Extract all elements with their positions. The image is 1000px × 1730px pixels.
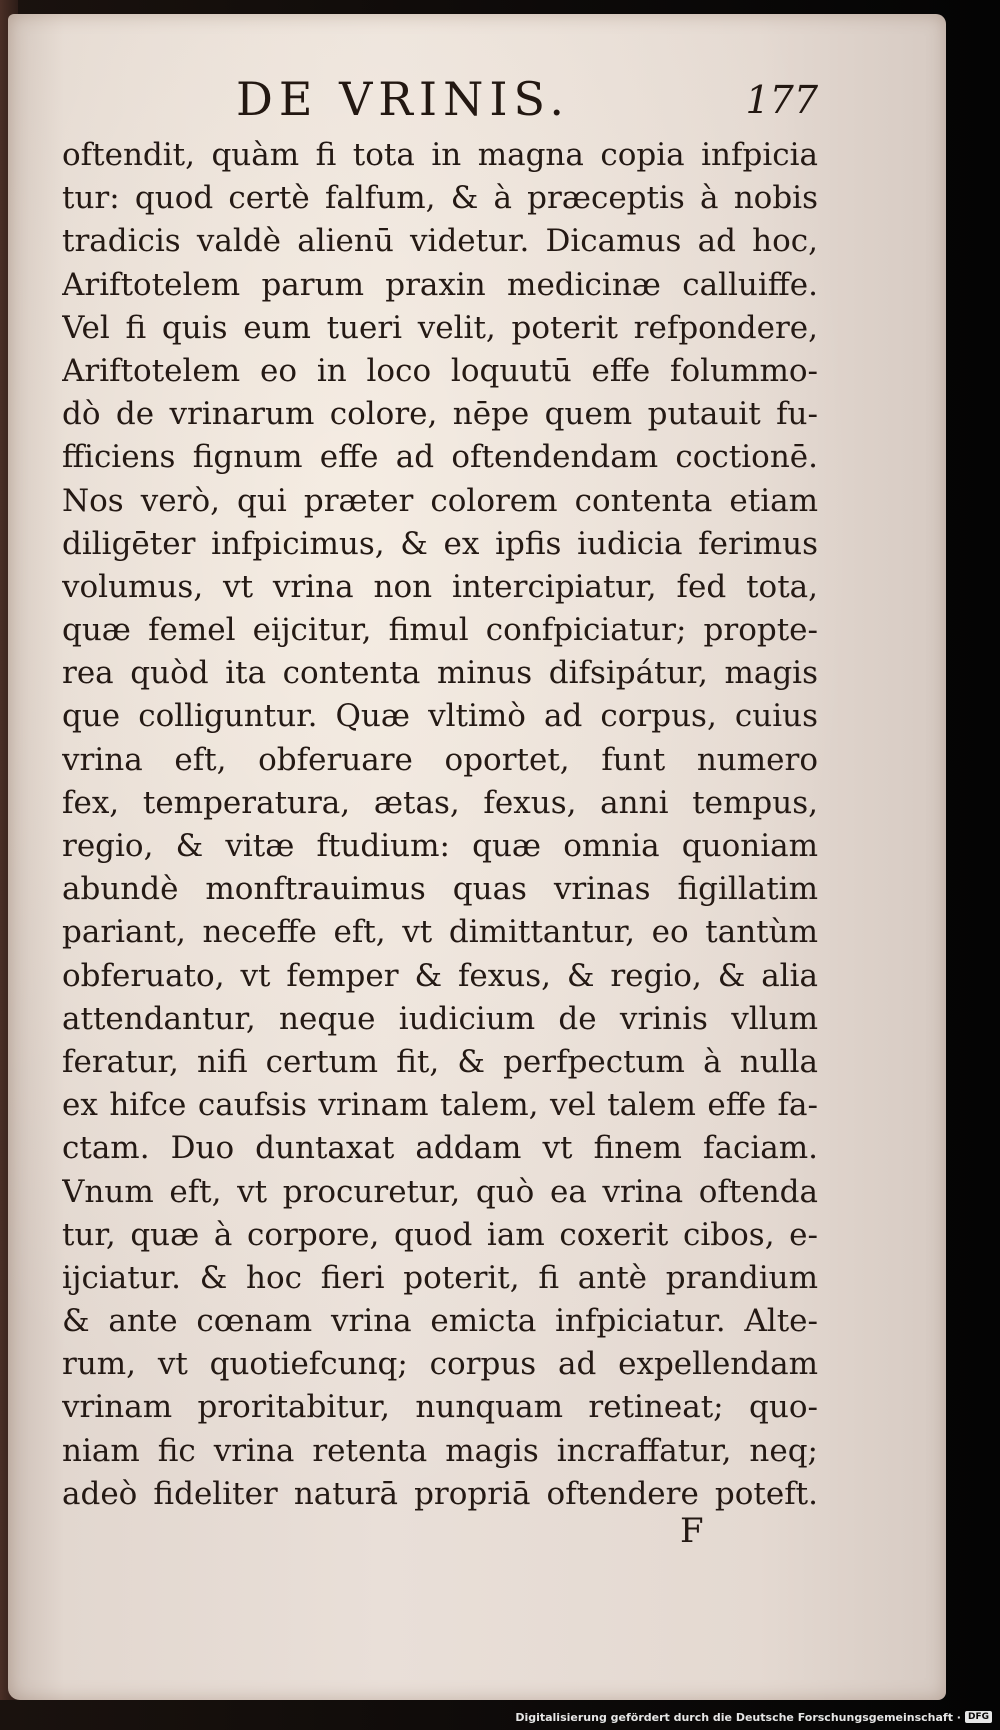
body-text: [62, 134, 818, 1516]
text-line: Vel fi quis eum tueri velit, poterit refpondere,: [62, 309, 818, 346]
text-line: regio, & vitæ ftudium: quæ omnia quoniam: [62, 828, 818, 864]
running-title: DE VRINIS.: [236, 72, 571, 126]
text-line: quæ femel eijcitur, fimul confpiciatur; propte-: [62, 612, 818, 649]
text-line: fex, temperatura, ætas, fexus, anni tempus,: [62, 784, 818, 821]
text-line: obferuato, vt femper & fexus, & regio, & alia: [62, 957, 818, 994]
text-line: ex hifce caufsis vrinam talem, vel talem effe fa-: [62, 1087, 818, 1124]
text-line: Ariftotelem parum praxin medicinæ calluiffe.: [62, 266, 818, 303]
dfg-logo: DFG: [965, 1711, 992, 1723]
text-line: feratur, nifi certum fit, & perfpectum à nulla: [62, 1043, 818, 1080]
page-header: [8, 72, 946, 128]
text-line: niam fic vrina retenta magis incraffatur, neq;: [62, 1432, 818, 1469]
text-line: vrina eft, obferuare oportet, funt numero: [62, 741, 818, 778]
text-line: & ante cœnam vrina emicta infpiciatur. Alte-: [62, 1303, 818, 1340]
text-line: tradicis valdè alienū videtur. Dicamus ad hoc,: [62, 223, 818, 260]
text-line: dò de vrinarum colore, nēpe quem putauit fu-: [62, 396, 818, 433]
page-number: 177: [745, 78, 818, 122]
text-line: tur, quæ à corpore, quod iam coxerit cibos, e-: [62, 1216, 818, 1253]
text-line: Ariftotelem eo in loco loquutū effe folummo-: [62, 352, 818, 389]
text-line: ijciatur. & hoc fieri poterit, fi antè prandium: [62, 1259, 818, 1296]
text-line: rea quòd ita contenta minus difsipátur, magis: [62, 655, 818, 692]
text-line: oftendit, quàm fi tota in magna copia infpicia: [62, 137, 818, 173]
book-page: [8, 14, 946, 1700]
text-line: vrinam proritabitur, nunquam retineat; quo-: [62, 1389, 818, 1426]
text-line: que colliguntur. Quæ vltimò ad corpus, cuius: [62, 698, 818, 735]
text-line: fficiens fignum effe ad oftendendam coctionē.: [62, 439, 818, 476]
text-line: diligēter infpicimus, & ex ipfis iudicia ferimus: [62, 525, 818, 562]
text-line: Vnum eft, vt procuretur, quò ea vrina oftenda: [62, 1173, 818, 1210]
digitization-credit: [515, 1708, 992, 1726]
text-line: pariant, neceffe eft, vt dimittantur, eo tantùm: [62, 914, 818, 951]
text-line: adeò fideliter naturā propriā oftendere poteft.: [62, 1475, 818, 1512]
text-line: attendantur, neque iudicium de vrinis vllum: [62, 1000, 818, 1037]
text-line: volumus, vt vrina non intercipiatur, fed tota,: [62, 568, 818, 605]
funding-credit-text: Digitalisierung gefördert durch die Deutsche Forschungsgemeinschaft ·: [515, 1710, 961, 1724]
text-line: ctam. Duo duntaxat addam vt finem faciam.: [62, 1130, 818, 1167]
catchword: F: [680, 1511, 704, 1551]
text-line: abundè monftrauimus quas vrinas figillatim: [62, 871, 818, 908]
text-line: tur: quod certè falfum, & à præceptis à nobis: [62, 180, 818, 217]
text-line: rum, vt quotiefcunq; corpus ad expellendam: [62, 1346, 818, 1383]
text-line: Nos verò, qui præter colorem contenta etiam: [62, 482, 818, 519]
